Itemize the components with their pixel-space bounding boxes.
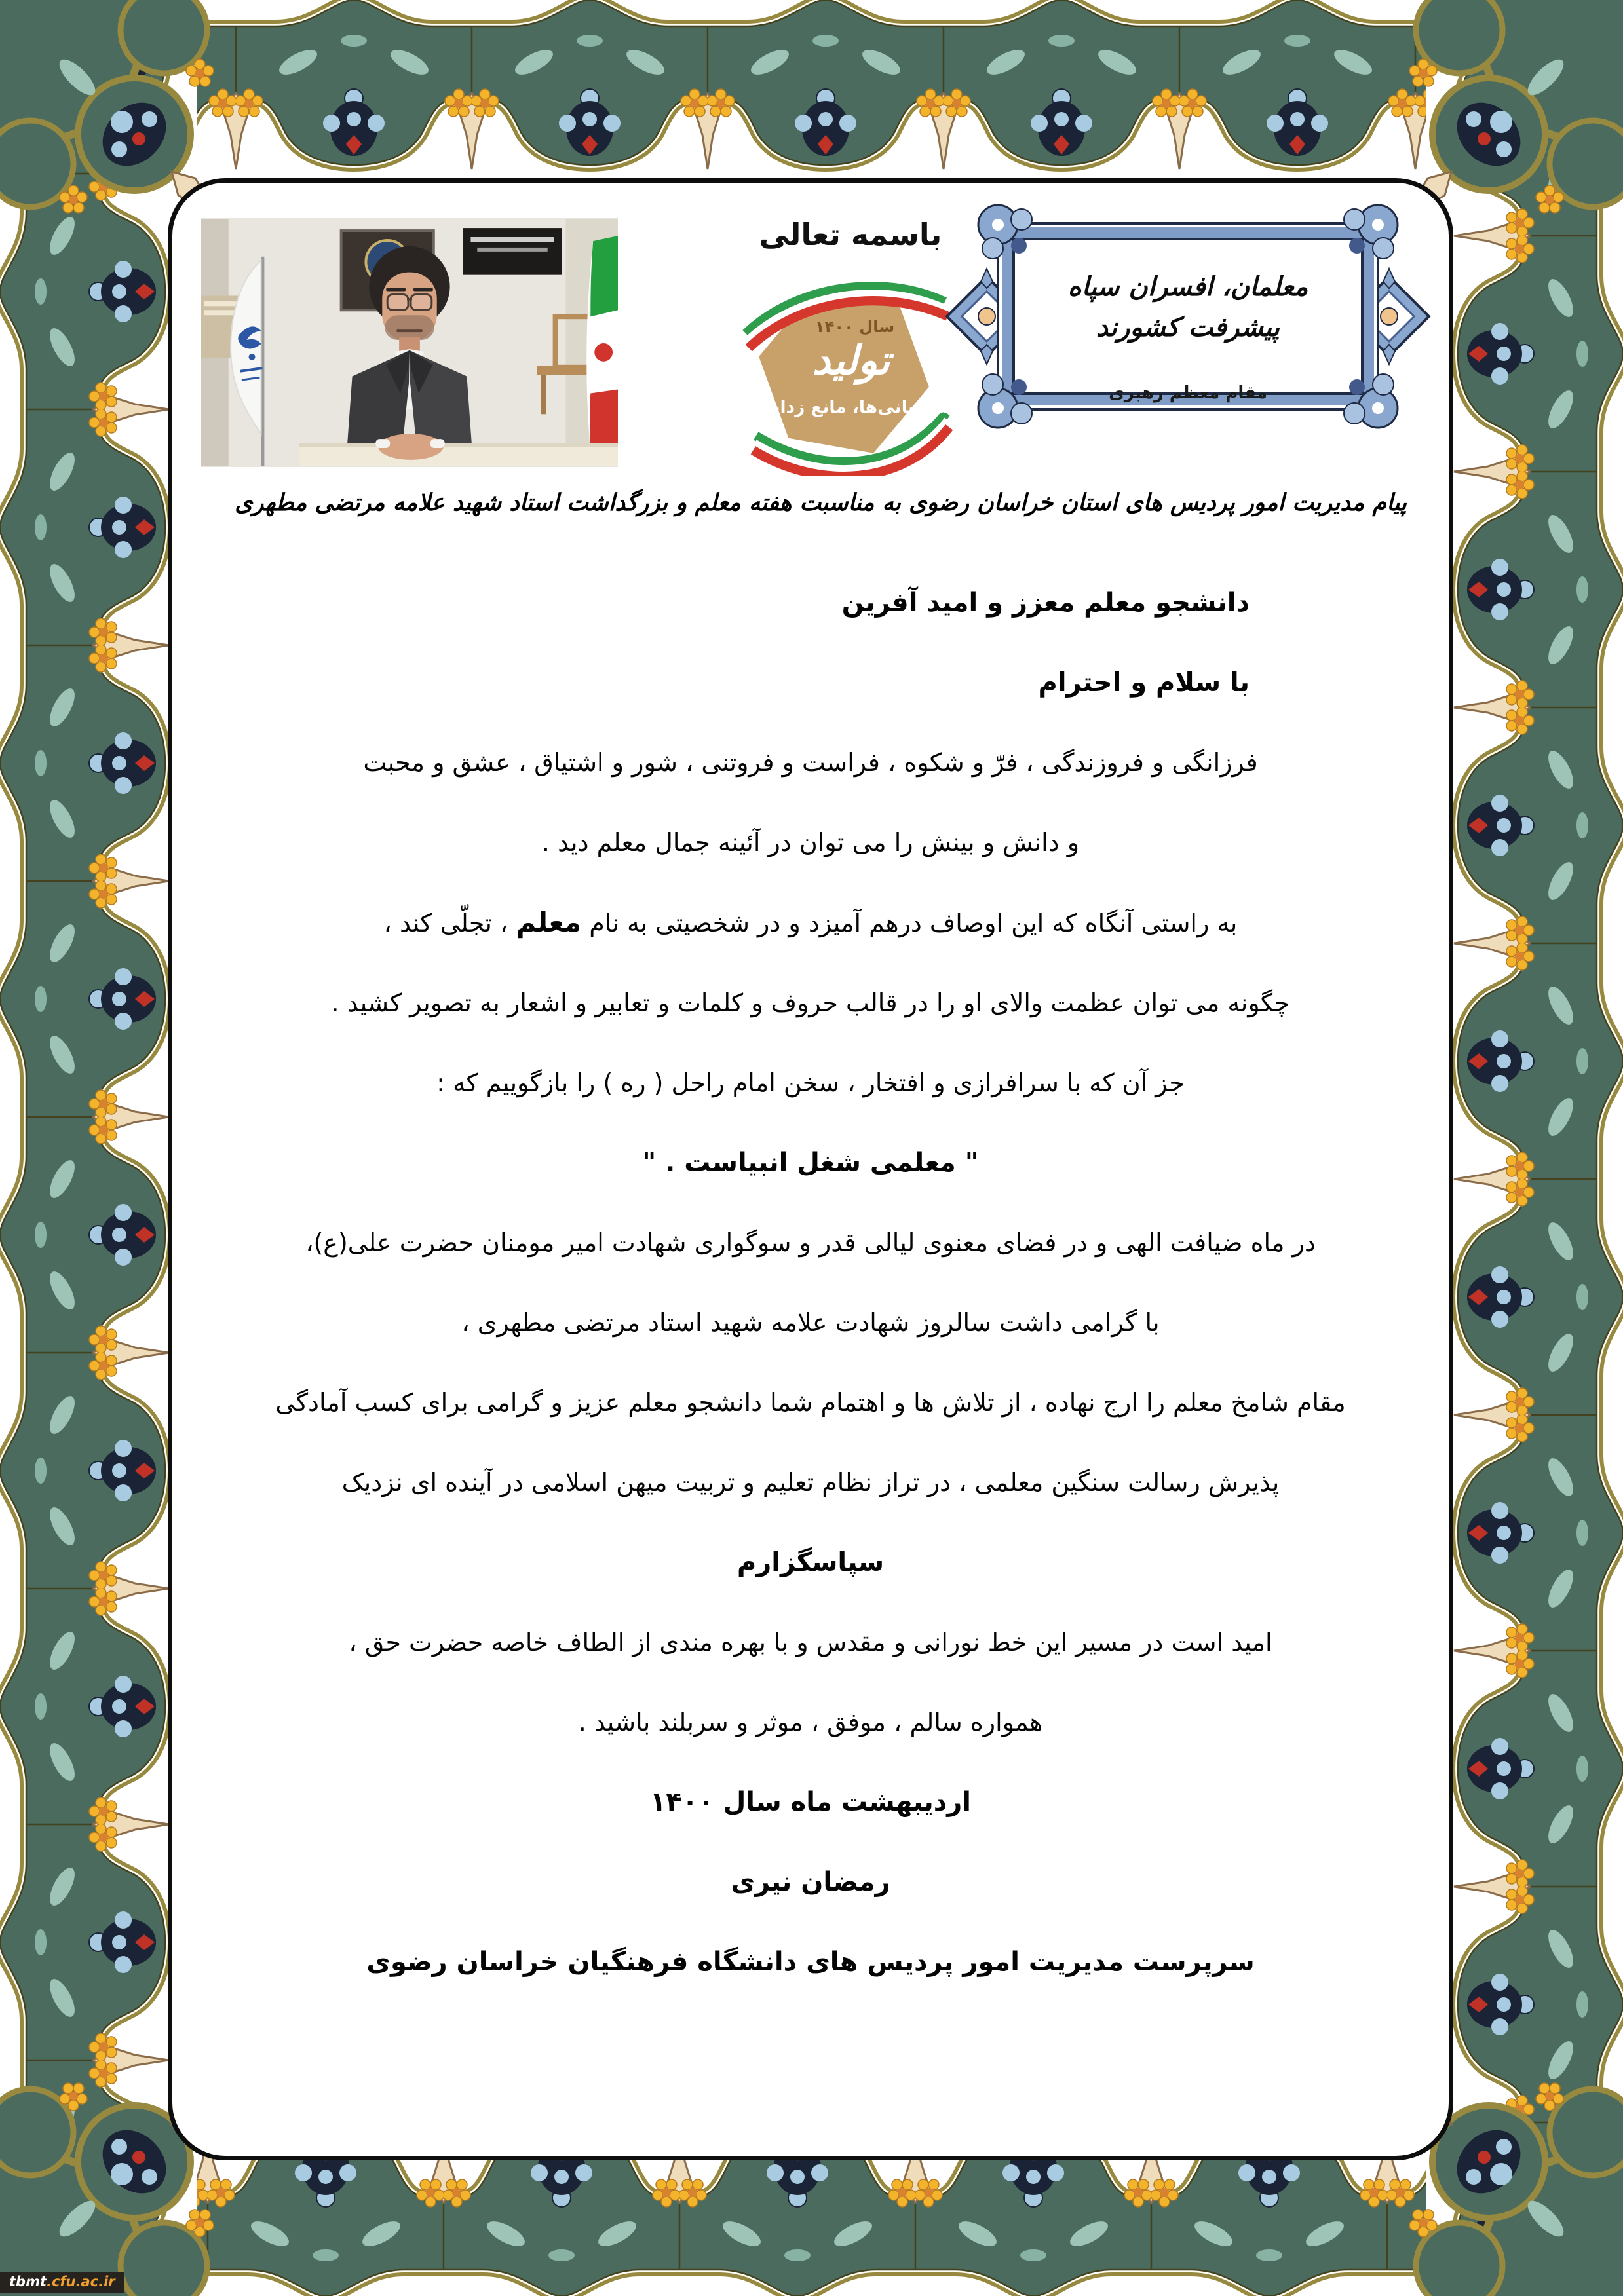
leader-quote-text: معلمان، افسران سپاه پیشرفت کشورند: [1067, 272, 1308, 343]
body-line: چگونه می توان عظمت والای او را در قالب حروف و کلمات و تعابیر و اشعار به تصویر کشید .: [331, 988, 1290, 1017]
cartouche-frame: [997, 222, 1379, 411]
cartouche-corner-ornament: [973, 200, 1041, 268]
body-line: [206, 903, 1415, 942]
official-photo-illustration: [201, 218, 618, 467]
letter-sheet: [168, 178, 1453, 2160]
salutation-line: دانشجو معلم معزز و امید آفرین: [841, 588, 1250, 618]
official-photo: [201, 218, 618, 467]
body-line: پذیرش رسالت سنگین معلمی ، در تراز نظام تعلیم و تربیت میهن اسلامی در آینده ای نزدیک: [341, 1468, 1280, 1497]
body-line: در ماه ضیافت الهی و در فضای معنوی لیالی قدر و سوگواری شهادت امیر مومنان حضرت علی(ع)،: [305, 1228, 1316, 1257]
site-watermark: [0, 2272, 124, 2293]
cartouche-corner-ornament: [1335, 200, 1403, 268]
cartouche-corner-ornament: [1335, 365, 1403, 433]
body-line: فرزانگی و فروزندگی ، فرّ و شکوه ، فراست و فروتنی ، شور و اشتیاق ، عشق و محبت: [363, 748, 1258, 777]
bismillah-text: باسمه تعالی: [759, 217, 942, 252]
body-line-segment: ، تجلّی کند ،: [383, 909, 516, 937]
body-line: و دانش و بینش را می توان در آئینه جمال معلم دید .: [541, 828, 1080, 857]
message-body: [206, 584, 1415, 2023]
signer-title: سرپرست مدیریت امور پردیس های دانشگاه فرهنگیان خراسان رضوی: [366, 1947, 1255, 1977]
body-line: همواره سالم ، موفق ، موثر و سربلند باشید .: [578, 1708, 1043, 1737]
leader-quote-attribution: مقام معظم رهبری: [1109, 383, 1267, 403]
leader-quote-cartouche: [968, 200, 1408, 433]
body-line-segment: به راستی آنگاه که این اوصاف درهم آمیزد و در شخصیتی به نام: [581, 909, 1238, 937]
year-slogan-logo-svg: [733, 260, 955, 476]
signer-name: رمضان نیری: [731, 1867, 890, 1897]
year-slogan-logo: [733, 260, 955, 476]
logo-title: تولید: [812, 336, 890, 384]
thanks-line: سپاسگزارم: [736, 1547, 885, 1577]
watermark-right: .cfu.ac.ir: [47, 2274, 115, 2289]
message-title: پیام مدیریت امور پردیس های استان خراسان رضوی به مناسبت هفته معلم و بزرگداشت استاد شهید علامه مرتضی مطهری: [235, 489, 1407, 516]
date-line: اردیبهشت ماه سال ۱۴۰۰: [650, 1787, 971, 1817]
body-line: با گرامی داشت سالروز شهادت علامه شهید استاد مرتضی مطهری ،: [461, 1308, 1160, 1337]
greeting-line: با سلام و احترام: [1038, 668, 1250, 698]
logo-subtitle: پشتیبانی‌ها، مانع زدایی‌ها: [737, 397, 953, 418]
body-line: جز آن که با سرافرازی و افتخار ، سخن امام راحل ( ره ) را بازگوییم که :: [436, 1068, 1185, 1097]
imam-quote-line: " معلمی شغل انبیاست . ": [642, 1148, 979, 1178]
cartouche-corner-ornament: [973, 365, 1041, 433]
watermark-left: tbmt: [9, 2274, 47, 2289]
year-label: سال ۱۴۰۰: [814, 318, 895, 336]
body-line: امید است در مسیر این خط نورانی و مقدس و با بهره مندی از الطاف خاصه حضرت حق ،: [349, 1628, 1272, 1657]
emphasized-word: معلم: [516, 906, 582, 938]
body-line: مقام شامخ معلم را ارج نهاده ، از تلاش ها و اهتمام شما دانشجو معلم عزیز و گرامی برای کسب آمادگی: [275, 1388, 1346, 1417]
